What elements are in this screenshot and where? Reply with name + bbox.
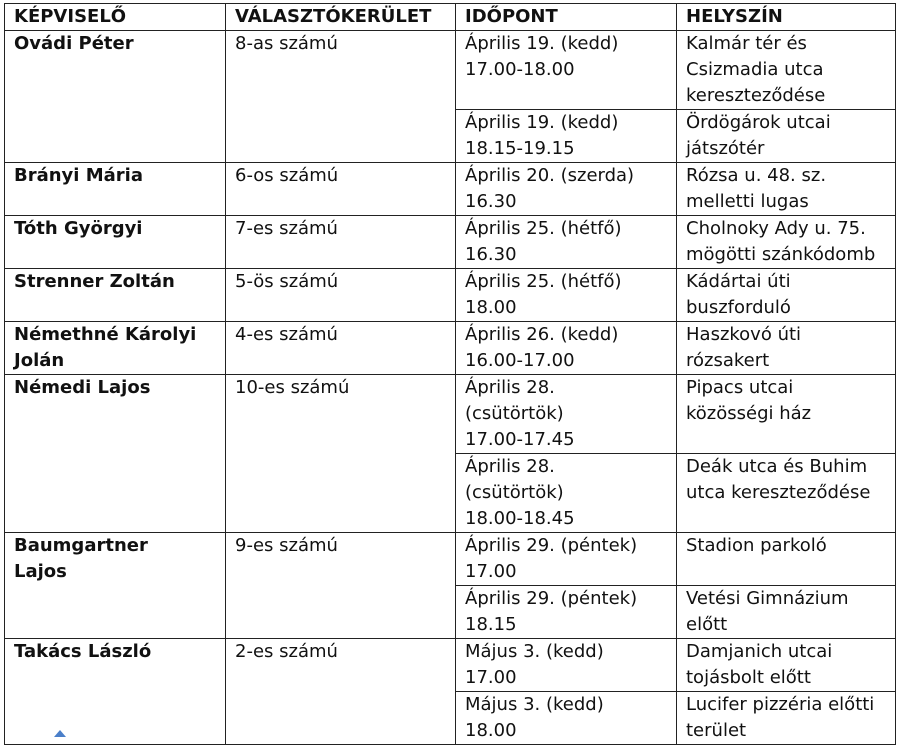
- location-line: Csizmadia utca: [686, 59, 824, 80]
- district-value: 5-ös számú: [235, 271, 339, 292]
- header-district: VÁLASZTÓKERÜLET: [226, 4, 456, 31]
- time-line: 17.00-18.00: [465, 59, 575, 80]
- location-line: mögötti szánkódomb: [686, 244, 876, 265]
- location-line: Vetési Gimnázium: [686, 588, 849, 609]
- location-cell: [677, 110, 896, 163]
- time-line: 18.15-19.15: [465, 138, 575, 159]
- representative-cell: [5, 163, 226, 216]
- location-line: Haszkovó úti: [686, 324, 802, 345]
- district-value: 9-es számú: [235, 535, 338, 556]
- representative-cell: [5, 375, 226, 533]
- time-cell: [456, 110, 677, 163]
- time-cell: [456, 639, 677, 692]
- table-row: [5, 163, 896, 216]
- schedule-document: [4, 3, 895, 745]
- anchor-marker-icon: [54, 730, 66, 737]
- district-value: 6-os számú: [235, 165, 339, 186]
- table-row: [5, 31, 896, 110]
- time-cell: [456, 322, 677, 375]
- time-line: 18.00-18.45: [465, 508, 575, 529]
- time-line: 18.00: [465, 297, 517, 318]
- location-cell: [677, 586, 896, 639]
- time-line: Május 3. (kedd): [465, 641, 604, 662]
- location-cell: [677, 269, 896, 322]
- header-row: [5, 4, 896, 31]
- time-line: Április 28.: [465, 377, 555, 398]
- district-value: 7-es számú: [235, 218, 338, 239]
- representative-name: Strenner Zoltán: [14, 271, 175, 292]
- time-line: (csütörtök): [465, 403, 564, 424]
- time-line: Május 3. (kedd): [465, 694, 604, 715]
- time-line: Április 20. (szerda): [465, 165, 635, 186]
- time-line: Április 19. (kedd): [465, 33, 619, 54]
- location-cell: [677, 639, 896, 692]
- representative-name: Némethné Károlyi: [14, 324, 197, 345]
- time-line: 17.00: [465, 561, 517, 582]
- location-line: Deák utca és Buhim: [686, 456, 868, 477]
- time-line: 17.00: [465, 667, 517, 688]
- representative-cell: [5, 216, 226, 269]
- table-row: [5, 216, 896, 269]
- representative-cell: [5, 269, 226, 322]
- time-cell: [456, 586, 677, 639]
- district-cell: [226, 375, 456, 533]
- time-line: Április 29. (péntek): [465, 588, 638, 609]
- location-line: közösségi ház: [686, 403, 812, 424]
- representative-cell: [5, 322, 226, 375]
- district-cell: [226, 216, 456, 269]
- district-cell: [226, 163, 456, 216]
- table-row: [5, 375, 896, 454]
- location-cell: [677, 322, 896, 375]
- district-cell: [226, 269, 456, 322]
- representative-name: Lajos: [14, 561, 67, 582]
- representative-name: Ovádi Péter: [14, 33, 134, 54]
- location-line: előtt: [686, 614, 728, 635]
- time-line: 16.00-17.00: [465, 350, 575, 371]
- location-line: Lucifer pizzéria előtti: [686, 694, 875, 715]
- location-line: játszótér: [686, 138, 765, 159]
- location-cell: [677, 216, 896, 269]
- representative-name: Brányi Mária: [14, 165, 143, 186]
- time-line: 18.15: [465, 614, 517, 635]
- location-line: kereszteződése: [686, 85, 826, 106]
- location-line: Rózsa u. 48. sz.: [686, 165, 827, 186]
- time-line: (csütörtök): [465, 482, 564, 503]
- representative-name: Jolán: [14, 350, 65, 371]
- time-line: Április 29. (péntek): [465, 535, 638, 556]
- table-row: [5, 322, 896, 375]
- location-line: tojásbolt előtt: [686, 667, 811, 688]
- time-line: Április 28.: [465, 456, 555, 477]
- location-line: buszforduló: [686, 297, 791, 318]
- representative-name: Némedi Lajos: [14, 377, 151, 398]
- table-row: [5, 639, 896, 692]
- location-line: utca kereszteződése: [686, 482, 871, 503]
- location-line: Kádártai úti: [686, 271, 791, 292]
- time-cell: [456, 269, 677, 322]
- location-cell: [677, 31, 896, 110]
- location-line: rózsakert: [686, 350, 770, 371]
- district-cell: [226, 322, 456, 375]
- time-line: Április 19. (kedd): [465, 112, 619, 133]
- time-cell: [456, 31, 677, 110]
- location-line: Stadion parkoló: [686, 535, 827, 556]
- district-cell: [226, 533, 456, 639]
- location-line: Damjanich utcai: [686, 641, 833, 662]
- time-line: 16.30: [465, 244, 517, 265]
- representative-name: Baumgartner: [14, 535, 148, 556]
- time-line: 16.30: [465, 191, 517, 212]
- location-line: Pipacs utcai: [686, 377, 794, 398]
- time-line: 18.00: [465, 720, 517, 741]
- location-line: Cholnoky Ady u. 75.: [686, 218, 866, 239]
- time-cell: [456, 533, 677, 586]
- location-line: Ördögárok utcai: [686, 112, 831, 133]
- location-cell: [677, 533, 896, 586]
- district-value: 4-es számú: [235, 324, 338, 345]
- location-line: Kalmár tér és: [686, 33, 807, 54]
- time-cell: [456, 375, 677, 454]
- representative-cell: [5, 31, 226, 163]
- time-cell: [456, 163, 677, 216]
- location-line: terület: [686, 720, 747, 741]
- table-row: [5, 269, 896, 322]
- time-line: 17.00-17.45: [465, 429, 575, 450]
- header-representative: KÉPVISELŐ: [5, 4, 226, 31]
- representative-name: Tóth Györgyi: [14, 218, 143, 239]
- time-line: Április 25. (hétfő): [465, 218, 622, 239]
- location-cell: [677, 163, 896, 216]
- representative-name: Takács László: [14, 641, 152, 662]
- header-location: HELYSZÍN: [677, 4, 896, 31]
- time-line: Április 25. (hétfő): [465, 271, 622, 292]
- district-value: 2-es számú: [235, 641, 338, 662]
- representative-cell: [5, 639, 226, 745]
- district-value: 8-as számú: [235, 33, 338, 54]
- time-cell: [456, 216, 677, 269]
- time-line: Április 26. (kedd): [465, 324, 619, 345]
- district-value: 10-es számú: [235, 377, 350, 398]
- table-row: [5, 533, 896, 586]
- location-cell: [677, 375, 896, 454]
- representative-cell: [5, 533, 226, 639]
- time-cell: [456, 454, 677, 533]
- header-time: IDŐPONT: [456, 4, 677, 31]
- district-cell: [226, 639, 456, 745]
- location-cell: [677, 454, 896, 533]
- schedule-table: [4, 3, 896, 745]
- district-cell: [226, 31, 456, 163]
- location-line: melletti lugas: [686, 191, 809, 212]
